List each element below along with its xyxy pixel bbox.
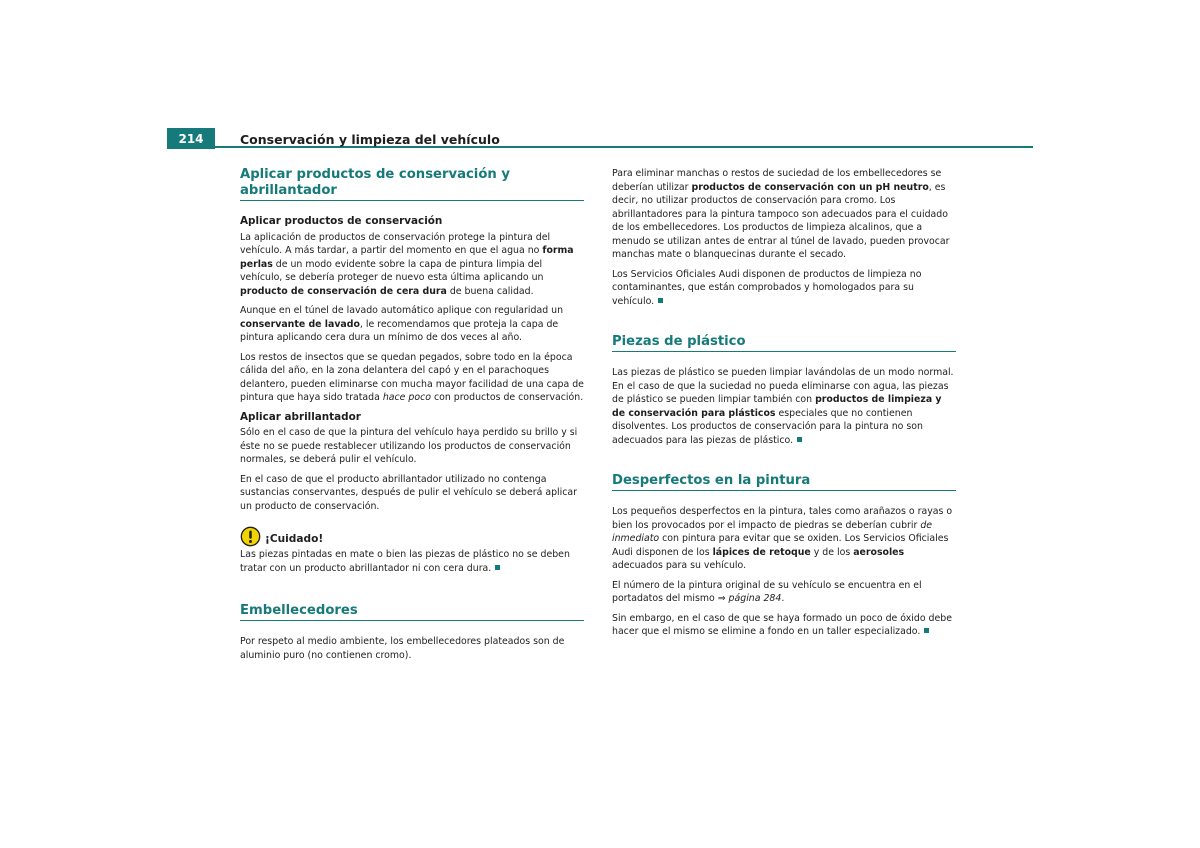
end-of-section-marker — [924, 628, 929, 633]
caution-label: ¡Cuidado! — [265, 533, 324, 545]
caution-text: Las piezas pintadas en mate o bien las piezas de plástico no se deben tratar con un producto abrillantador ni con cera dura. — [240, 549, 570, 574]
page-number: 214 — [167, 128, 215, 149]
subheading-conservacion: Aplicar productos de conservación — [240, 215, 443, 227]
section-heading-conservacion: Aplicar productos de conservación y abrillantador — [240, 167, 584, 201]
paragraph: Sólo en el caso de que la pintura del vehículo haya perdido su brillo y si éste no se puede restablecer utilizando los productos de conservación normales, se deberá pulir el vehículo. — [240, 427, 578, 465]
section-heading-desperfectos: Desperfectos en la pintura — [612, 473, 956, 491]
paragraph: En el caso de que el producto abrillantador utilizado no contenga sustancias conservantes, después de pulir el vehículo se deberá aplicar un producto de conservación. — [240, 473, 578, 512]
page-header — [167, 128, 1033, 149]
paragraph: Por respeto al medio ambiente, los embellecedores plateados son de aluminio puro (no contienen cromo). — [240, 636, 565, 661]
end-of-section-marker — [658, 298, 663, 303]
section-heading-plastico: Piezas de plástico — [612, 334, 956, 352]
paragraph: Los pequeños desperfectos en la pintura, tales como arañazos o rayas o bien los provocados por el impacto de piedras se deberían cubrir de inmediato con pintura para evitar que se oxiden. Los Servicios Oficiales Audi disponen de los lápices de retoque y de los aerosoles adecuados para su vehículo. — [612, 506, 953, 571]
subheading-abrillantador: Aplicar abrillantador — [240, 410, 361, 423]
left-column — [240, 167, 584, 668]
paragraph: Los restos de insectos que se quedan pegados, sobre todo en la época cálida del año, en la zona delantera del capó y en el parachoques delantero, pueden eliminarse con mucha mayor facilidad de una capa de pintura que haya sido tratada hace poco con productos de conservación. — [240, 351, 584, 403]
end-of-section-marker — [797, 437, 802, 442]
paragraph: Sin embargo, en el caso de que se haya formado un poco de óxido debe hacer que el mismo se elimine a fondo en un taller especializado. — [612, 612, 952, 637]
paragraph: La aplicación de productos de conservación protege la pintura del vehículo. A más tardar, a partir del momento en que el agua no forma perlas de un modo evidente sobre la capa de pintura limpia del vehículo, se debería proteger de nuevo esta última aplicando un producto de conservación de cera dura de buena calidad. — [240, 231, 574, 297]
paragraph: El número de la pintura original de su vehículo se encuentra en el portadatos del mismo ⇒ página 284. — [612, 579, 922, 604]
caution-icon — [240, 526, 261, 547]
caution-notice — [240, 525, 584, 547]
paragraph: Aunque en el túnel de lavado automático aplique con regularidad un conservante de lavado, le recomendamos que proteja la capa de pintura aplicando cera dura un mínimo de dos veces al año. — [240, 305, 564, 343]
page-reference-link[interactable]: ⇒ página 284 — [717, 593, 782, 604]
chapter-title: Conservación y limpieza del vehículo — [240, 132, 500, 147]
paragraph: Las piezas de plástico se pueden limpiar lavándolas de un modo normal. En el caso de que la suciedad no pueda eliminarse con agua, las piezas de plástico se pueden limpiar también con productos de limpieza y de conservación para plásticos especiales que no contienen disolventes. Los productos de conservación para la pintura no son adecuados para las piezas de plástico. — [612, 367, 954, 446]
section-heading-embellecedores: Embellecedores — [240, 603, 584, 621]
paragraph: Los Servicios Oficiales Audi disponen de productos de limpieza no contaminantes, que están comprobados y homologados para su vehículo. — [612, 268, 922, 307]
right-column — [612, 167, 956, 645]
end-of-section-marker — [495, 565, 500, 570]
paragraph: Para eliminar manchas o restos de suciedad de los embellecedores se deberían utilizar productos de conservación con un pH neutro, es decir, no utilizar productos de conservación para cromo. Los abrillantadores para la pintura tampoco son adecuados para el cuidado de los embellecedores. Los productos de limpieza alcalinos, que a menudo se utilizan antes de entrar al túnel de lavado, pueden provocar manchas mate o blanquecinas durante el secado. — [612, 168, 950, 260]
